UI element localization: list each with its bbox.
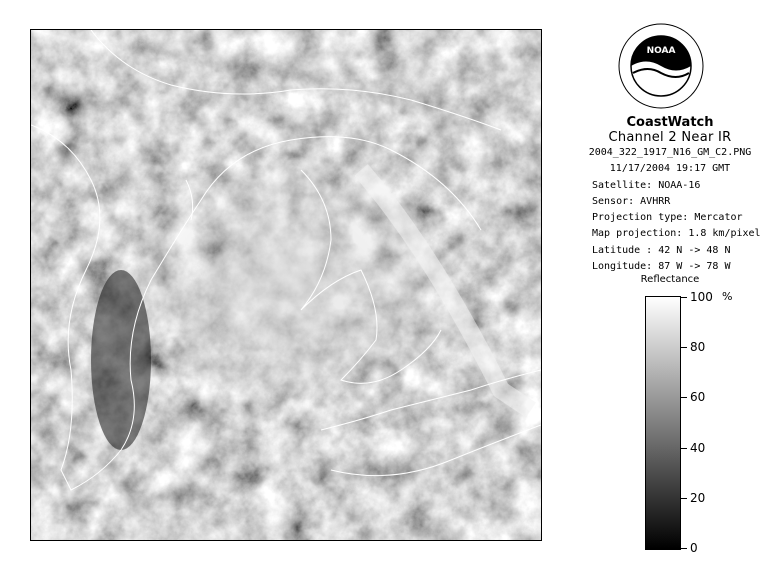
- colorbar-tick-label: 0: [690, 541, 698, 555]
- projection-type-label: Projection type: Mercator: [592, 212, 743, 223]
- colorbar-tick-label: 60: [690, 390, 706, 405]
- noaa-emblem: [618, 23, 704, 109]
- bright-cloud-region: [131, 160, 451, 400]
- colorbar-tick-label: 20: [690, 490, 706, 505]
- datetime-label: 11/17/2004 19:17 GMT: [609, 163, 731, 174]
- channel-subtitle: Channel 2 Near IR: [608, 130, 732, 145]
- logo-text: NOAA: [646, 46, 676, 56]
- colorbar-tick-label: 100: [690, 290, 713, 304]
- reflectance-colorbar: [645, 296, 681, 550]
- sensor-label: Sensor: AVHRR: [592, 196, 671, 207]
- colorbar-tick: [681, 297, 687, 298]
- colorbar-tick: [681, 448, 687, 449]
- colorbar-tick: [681, 347, 687, 348]
- satellite-label: Satellite: NOAA-16: [592, 180, 701, 191]
- colorbar-tick: [681, 548, 687, 549]
- satellite-scene: [31, 30, 541, 540]
- colorbar-tick-label: 40: [690, 440, 706, 455]
- noaa-logo: [618, 23, 704, 109]
- latitude-label: Latitude : 42 N -> 48 N: [592, 245, 731, 256]
- legend-title: Reflectance: [640, 274, 700, 285]
- filename-label: 2004_322_1917_N16_GM_C2.PNG: [588, 147, 752, 158]
- dark-water-region: [91, 270, 151, 450]
- colorbar-tick-label: 80: [690, 340, 706, 355]
- satellite-image-map: [30, 29, 542, 541]
- longitude-label: Longitude: 87 W -> 78 W: [592, 261, 731, 272]
- colorbar-tick: [681, 498, 687, 499]
- colorbar-tick: [681, 397, 687, 398]
- map-projection-label: Map projection: 1.8 km/pixel: [592, 228, 761, 239]
- legend-unit: %: [722, 290, 733, 303]
- app-title: CoastWatch: [626, 115, 714, 130]
